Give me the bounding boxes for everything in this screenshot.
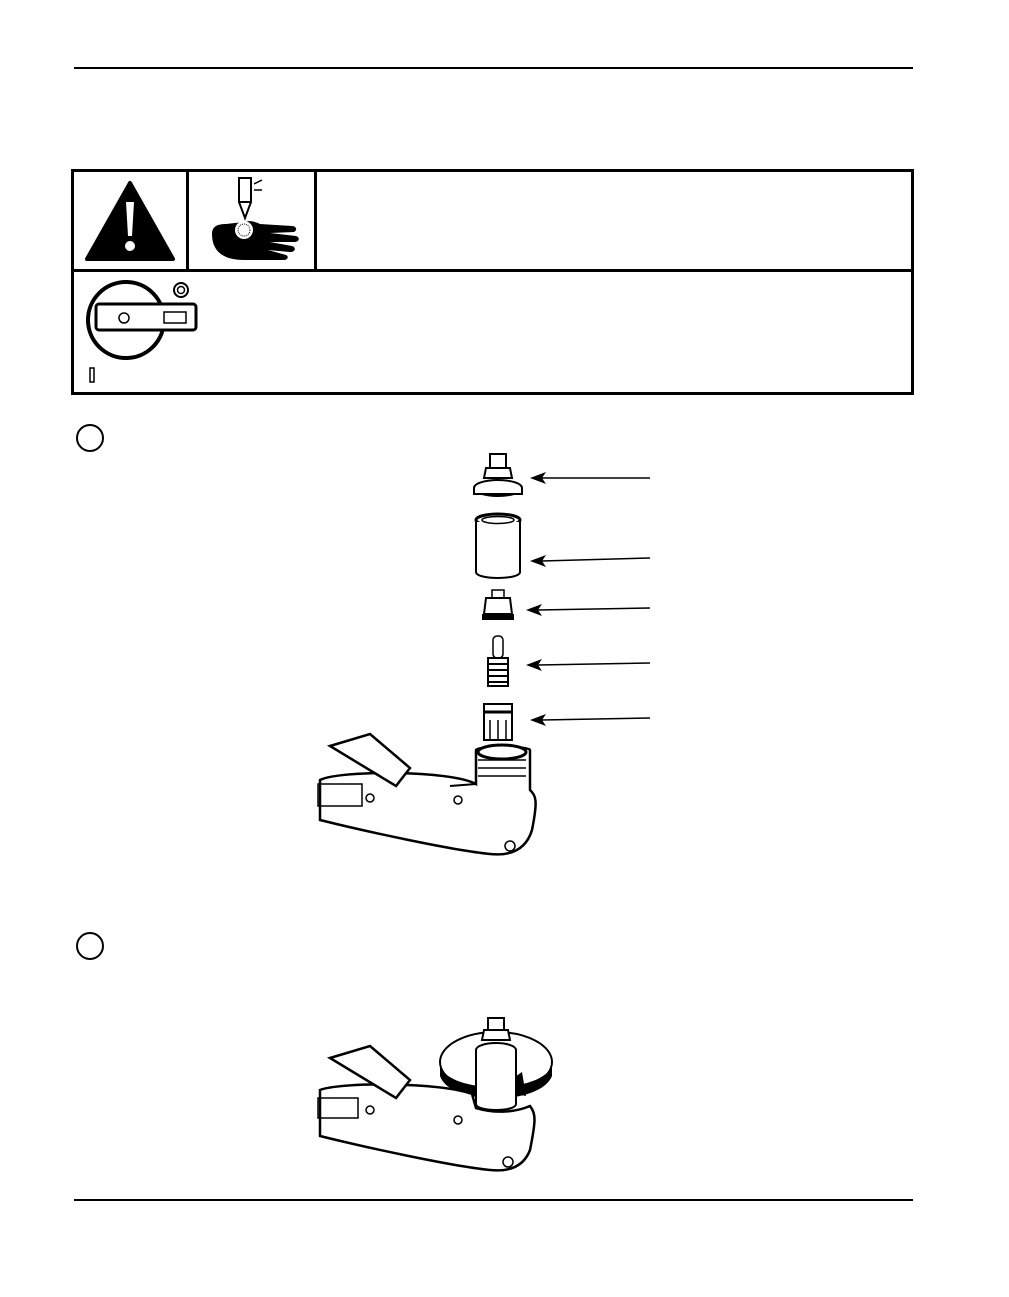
power-switch-icon — [78, 276, 198, 388]
warning-box — [71, 169, 914, 395]
hand-shock-icon — [204, 176, 304, 268]
warning-row-shock — [74, 172, 911, 272]
swirl-ring-part — [484, 704, 512, 740]
step-1-number — [76, 424, 104, 452]
assembled-torch-illustration — [300, 1010, 570, 1180]
warning-triangle-icon — [84, 180, 176, 262]
divider-1 — [186, 172, 189, 272]
callout-arrows — [520, 460, 660, 740]
callout-arrow-2 — [530, 555, 650, 567]
callout-arrow-3 — [526, 604, 650, 616]
hand-torch-body — [318, 734, 536, 854]
shield-cap-part — [474, 454, 522, 496]
callout-arrow-5 — [530, 714, 650, 726]
bottom-rule — [74, 1199, 913, 1201]
nozzle-part — [482, 590, 514, 620]
electrode-part — [488, 636, 508, 686]
callout-arrow-1 — [530, 472, 650, 484]
consumables-exploded-illustration — [300, 450, 540, 870]
divider-2 — [314, 172, 317, 272]
retaining-cup-part — [476, 514, 520, 578]
step-2-number — [76, 932, 104, 960]
top-rule — [74, 67, 913, 69]
callout-arrow-4 — [526, 659, 650, 671]
